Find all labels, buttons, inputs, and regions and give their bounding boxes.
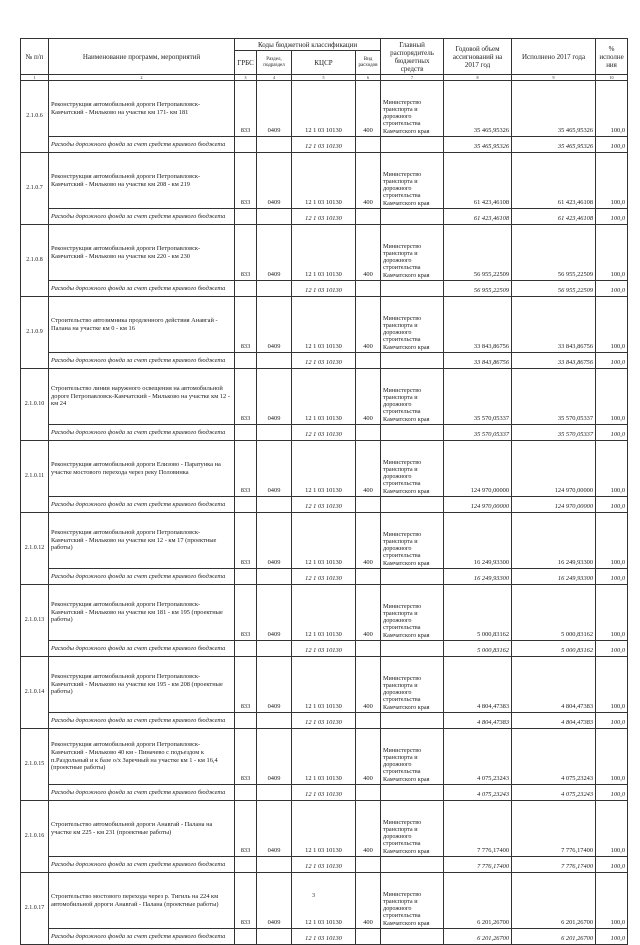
row-grbs: 833 xyxy=(235,513,257,569)
subrow-fact: 5 000,83162 xyxy=(512,641,596,657)
row-kcsr: 12 1 03 10130 xyxy=(292,657,356,713)
subrow-kcsr: 12 1 03 10130 xyxy=(292,857,356,873)
subrow-plan: 7 776,17400 xyxy=(444,857,512,873)
subrow-fact: 6 201,26700 xyxy=(512,929,596,945)
header-pct: % исполне ния xyxy=(596,39,628,75)
column-number-cell: 9 xyxy=(512,75,596,81)
row-fact: 35 465,95326 xyxy=(512,81,596,137)
subrow-pct: 100,0 xyxy=(596,497,628,513)
row-number: 2.1.0.14 xyxy=(21,657,49,729)
column-number-cell: 5 xyxy=(292,75,356,81)
subrow-kcsr: 12 1 03 10130 xyxy=(292,281,356,297)
subrow-fact: 33 843,86756 xyxy=(512,353,596,369)
row-name: Строительство автозимника продленного действия Анавгай - Палана на участке км 0 - км 16 xyxy=(49,297,235,353)
row-vid: 400 xyxy=(356,297,381,353)
row-grbs: 833 xyxy=(235,153,257,209)
table-subrow xyxy=(21,569,628,585)
row-number: 2.1.0.15 xyxy=(21,729,49,801)
column-number-cell: 8 xyxy=(444,75,512,81)
row-number: 2.1.0.9 xyxy=(21,297,49,369)
row-pct: 100,0 xyxy=(596,729,628,785)
row-name: Строительство автомобильной дороги Анавгай - Палана на участке км 225 - км 231 (проектные работы) xyxy=(49,801,235,857)
budget-table xyxy=(20,38,628,945)
subrow-pct: 100,0 xyxy=(596,137,628,153)
table-subrow xyxy=(21,497,628,513)
row-grbs: 833 xyxy=(235,657,257,713)
column-number-cell: 1 xyxy=(21,75,49,81)
row-fact: 4 075,23243 xyxy=(512,729,596,785)
subrow-pct: 100,0 xyxy=(596,425,628,441)
subrow-plan: 56 955,22509 xyxy=(444,281,512,297)
subrow-kcsr: 12 1 03 10130 xyxy=(292,137,356,153)
row-plan: 7 776,17400 xyxy=(444,801,512,857)
subrow-pct: 100,0 xyxy=(596,569,628,585)
subrow-grbs xyxy=(235,641,257,657)
subrow-pct: 100,0 xyxy=(596,929,628,945)
subrow-vid xyxy=(356,353,381,369)
subrow-admin xyxy=(381,929,444,945)
subrow-fact: 35 570,05337 xyxy=(512,425,596,441)
subrow-razdel xyxy=(257,353,292,369)
row-pct: 100,0 xyxy=(596,81,628,137)
row-admin: Министерство транспорта и дорожного строительства Камчатского края xyxy=(381,369,444,425)
subrow-kcsr: 12 1 03 10130 xyxy=(292,353,356,369)
row-razdel: 0409 xyxy=(257,81,292,137)
table-row xyxy=(21,513,628,569)
row-name: Реконструкция автомобильной дороги Петропавловск-Камчатский - Мильково на участке км 12 - км 17 (проектные работы) xyxy=(49,513,235,569)
subrow-admin xyxy=(381,857,444,873)
subrow-grbs xyxy=(235,137,257,153)
subrow-name: Расходы дорожного фонда за счет средств краевого бюджета xyxy=(49,209,235,225)
header-vid: Вид расходов xyxy=(356,51,381,75)
subrow-plan: 4 804,47383 xyxy=(444,713,512,729)
subrow-admin xyxy=(381,641,444,657)
row-razdel: 0409 xyxy=(257,153,292,209)
header-codes-group: Коды бюджетной классификации xyxy=(235,39,381,51)
subrow-vid xyxy=(356,137,381,153)
subrow-fact: 35 465,95326 xyxy=(512,137,596,153)
subrow-grbs xyxy=(235,713,257,729)
row-kcsr: 12 1 03 10130 xyxy=(292,513,356,569)
row-number: 2.1.0.10 xyxy=(21,369,49,441)
subrow-kcsr: 12 1 03 10130 xyxy=(292,713,356,729)
subrow-grbs xyxy=(235,209,257,225)
row-name: Строительство линии наружного освещения на автомобильной дороге Петропавловск-Камчатский - Мильково на участке км 12 - км 24 xyxy=(49,369,235,425)
row-kcsr: 12 1 03 10130 xyxy=(292,441,356,497)
subrow-name: Расходы дорожного фонда за счет средств краевого бюджета xyxy=(49,929,235,945)
row-fact: 6 201,26700 xyxy=(512,873,596,929)
row-kcsr: 12 1 03 10130 xyxy=(292,369,356,425)
subrow-admin xyxy=(381,497,444,513)
subrow-name: Расходы дорожного фонда за счет средств краевого бюджета xyxy=(49,353,235,369)
row-kcsr: 12 1 03 10130 xyxy=(292,873,356,929)
row-admin: Министерство транспорта и дорожного строительства Камчатского края xyxy=(381,153,444,209)
row-admin: Министерство транспорта и дорожного строительства Камчатского края xyxy=(381,441,444,497)
subrow-vid xyxy=(356,281,381,297)
table-subrow xyxy=(21,713,628,729)
subrow-fact: 4 804,47383 xyxy=(512,713,596,729)
table-body xyxy=(21,81,628,945)
subrow-kcsr: 12 1 03 10130 xyxy=(292,209,356,225)
subrow-admin xyxy=(381,425,444,441)
subrow-razdel xyxy=(257,857,292,873)
subrow-plan: 5 000,83162 xyxy=(444,641,512,657)
subrow-plan: 35 465,95326 xyxy=(444,137,512,153)
row-razdel: 0409 xyxy=(257,873,292,929)
subrow-grbs xyxy=(235,425,257,441)
table-subrow xyxy=(21,641,628,657)
subrow-name: Расходы дорожного фонда за счет средств краевого бюджета xyxy=(49,569,235,585)
row-fact: 7 776,17400 xyxy=(512,801,596,857)
row-admin: Министерство транспорта и дорожного строительства Камчатского края xyxy=(381,657,444,713)
row-plan: 124 970,00000 xyxy=(444,441,512,497)
subrow-fact: 4 075,23243 xyxy=(512,785,596,801)
row-name: Реконструкция автомобильной дороги Петропавловск-Камчатский - Мильково на участке км 208 - км 219 xyxy=(49,153,235,209)
row-kcsr: 12 1 03 10130 xyxy=(292,225,356,281)
row-admin: Министерство транспорта и дорожного строительства Камчатского края xyxy=(381,585,444,641)
subrow-plan: 61 423,46108 xyxy=(444,209,512,225)
row-number: 2.1.0.13 xyxy=(21,585,49,657)
row-vid: 400 xyxy=(356,81,381,137)
table-subrow xyxy=(21,137,628,153)
subrow-grbs xyxy=(235,569,257,585)
subrow-kcsr: 12 1 03 10130 xyxy=(292,569,356,585)
row-kcsr: 12 1 03 10130 xyxy=(292,297,356,353)
table-row xyxy=(21,81,628,137)
row-name: Реконструкция автомобильной дороги Елизово - Паратунка на участке мостового перехода через реку Половинка xyxy=(49,441,235,497)
table-row xyxy=(21,441,628,497)
subrow-pct: 100,0 xyxy=(596,713,628,729)
subrow-kcsr: 12 1 03 10130 xyxy=(292,497,356,513)
row-number: 2.1.0.6 xyxy=(21,81,49,153)
subrow-pct: 100,0 xyxy=(596,281,628,297)
subrow-vid xyxy=(356,713,381,729)
subrow-plan: 33 843,86756 xyxy=(444,353,512,369)
row-pct: 100,0 xyxy=(596,585,628,641)
table-row xyxy=(21,873,628,929)
subrow-name: Расходы дорожного фонда за счет средств краевого бюджета xyxy=(49,785,235,801)
subrow-pct: 100,0 xyxy=(596,857,628,873)
table-subrow xyxy=(21,425,628,441)
table-row xyxy=(21,657,628,713)
row-grbs: 833 xyxy=(235,585,257,641)
subrow-name: Расходы дорожного фонда за счет средств краевого бюджета xyxy=(49,713,235,729)
column-number-cell: 2 xyxy=(49,75,235,81)
row-grbs: 833 xyxy=(235,873,257,929)
subrow-grbs xyxy=(235,497,257,513)
subrow-vid xyxy=(356,785,381,801)
row-vid: 400 xyxy=(356,441,381,497)
subrow-fact: 7 776,17400 xyxy=(512,857,596,873)
table-row xyxy=(21,369,628,425)
row-plan: 16 249,93300 xyxy=(444,513,512,569)
row-razdel: 0409 xyxy=(257,297,292,353)
subrow-admin xyxy=(381,785,444,801)
table-subrow xyxy=(21,209,628,225)
header-np: № п/п xyxy=(21,39,49,75)
row-razdel: 0409 xyxy=(257,513,292,569)
table-row xyxy=(21,297,628,353)
subrow-kcsr: 12 1 03 10130 xyxy=(292,641,356,657)
row-admin: Министерство транспорта и дорожного строительства Камчатского края xyxy=(381,81,444,137)
row-plan: 5 000,83162 xyxy=(444,585,512,641)
row-grbs: 833 xyxy=(235,81,257,137)
header-name: Наименование программ, мероприятий xyxy=(49,39,235,75)
row-admin: Министерство транспорта и дорожного строительства Камчатского края xyxy=(381,225,444,281)
subrow-vid xyxy=(356,929,381,945)
row-fact: 61 423,46108 xyxy=(512,153,596,209)
column-number-cell: 3 xyxy=(235,75,257,81)
row-fact: 35 570,05337 xyxy=(512,369,596,425)
row-razdel: 0409 xyxy=(257,657,292,713)
row-razdel: 0409 xyxy=(257,585,292,641)
subrow-plan: 16 249,93300 xyxy=(444,569,512,585)
subrow-pct: 100,0 xyxy=(596,785,628,801)
row-admin: Министерство транспорта и дорожного строительства Камчатского края xyxy=(381,873,444,929)
table-subrow xyxy=(21,785,628,801)
table-row xyxy=(21,729,628,785)
subrow-name: Расходы дорожного фонда за счет средств краевого бюджета xyxy=(49,137,235,153)
subrow-admin xyxy=(381,209,444,225)
subrow-grbs xyxy=(235,785,257,801)
header-razdel: Раздел, подраздел xyxy=(257,51,292,75)
subrow-vid xyxy=(356,641,381,657)
row-vid: 400 xyxy=(356,657,381,713)
subrow-grbs xyxy=(235,281,257,297)
row-vid: 400 xyxy=(356,729,381,785)
row-pct: 100,0 xyxy=(596,225,628,281)
column-number-cell: 7 xyxy=(381,75,444,81)
subrow-fact: 124 970,00000 xyxy=(512,497,596,513)
subrow-grbs xyxy=(235,857,257,873)
subrow-vid xyxy=(356,425,381,441)
subrow-admin xyxy=(381,281,444,297)
subrow-name: Расходы дорожного фонда за счет средств краевого бюджета xyxy=(49,425,235,441)
subrow-razdel xyxy=(257,785,292,801)
row-fact: 56 955,22509 xyxy=(512,225,596,281)
subrow-admin xyxy=(381,353,444,369)
row-pct: 100,0 xyxy=(596,657,628,713)
row-name: Реконструкция автомобильной дороги Петропавловск-Камчатский - Мильково на участке км 220 - км 230 xyxy=(49,225,235,281)
subrow-grbs xyxy=(235,353,257,369)
row-number: 2.1.0.16 xyxy=(21,801,49,873)
subrow-razdel xyxy=(257,137,292,153)
row-number: 2.1.0.12 xyxy=(21,513,49,585)
row-number: 2.1.0.8 xyxy=(21,225,49,297)
row-vid: 400 xyxy=(356,513,381,569)
header-kcsr: КЦСР xyxy=(292,51,356,75)
row-plan: 33 843,86756 xyxy=(444,297,512,353)
subrow-fact: 16 249,93300 xyxy=(512,569,596,585)
row-vid: 400 xyxy=(356,873,381,929)
row-kcsr: 12 1 03 10130 xyxy=(292,801,356,857)
row-grbs: 833 xyxy=(235,225,257,281)
subrow-plan: 35 570,05337 xyxy=(444,425,512,441)
row-number: 2.1.0.17 xyxy=(21,873,49,945)
row-pct: 100,0 xyxy=(596,369,628,425)
header-fact: Исполнено 2017 года xyxy=(512,39,596,75)
row-plan: 4 804,47383 xyxy=(444,657,512,713)
subrow-plan: 124 970,00000 xyxy=(444,497,512,513)
subrow-admin xyxy=(381,137,444,153)
subrow-razdel xyxy=(257,209,292,225)
subrow-razdel xyxy=(257,641,292,657)
table-row xyxy=(21,153,628,209)
row-fact: 5 000,83162 xyxy=(512,585,596,641)
row-plan: 35 570,05337 xyxy=(444,369,512,425)
row-name: Реконструкция автомобильной дороги Петропавловск-Камчатский - Мильково на участке км 171- км 181 xyxy=(49,81,235,137)
row-grbs: 833 xyxy=(235,297,257,353)
subrow-plan: 6 201,26700 xyxy=(444,929,512,945)
subrow-name: Расходы дорожного фонда за счет средств краевого бюджета xyxy=(49,857,235,873)
column-number-cell: 6 xyxy=(356,75,381,81)
row-grbs: 833 xyxy=(235,369,257,425)
row-pct: 100,0 xyxy=(596,441,628,497)
row-grbs: 833 xyxy=(235,441,257,497)
subrow-pct: 100,0 xyxy=(596,209,628,225)
row-razdel: 0409 xyxy=(257,441,292,497)
row-vid: 400 xyxy=(356,153,381,209)
table-row xyxy=(21,585,628,641)
column-number-cell: 4 xyxy=(257,75,292,81)
row-admin: Министерство транспорта и дорожного строительства Камчатского края xyxy=(381,801,444,857)
row-fact: 4 804,47383 xyxy=(512,657,596,713)
row-vid: 400 xyxy=(356,585,381,641)
subrow-name: Расходы дорожного фонда за счет средств краевого бюджета xyxy=(49,497,235,513)
row-admin: Министерство транспорта и дорожного строительства Камчатского края xyxy=(381,513,444,569)
column-number-cell: 10 xyxy=(596,75,628,81)
row-kcsr: 12 1 03 10130 xyxy=(292,585,356,641)
subrow-razdel xyxy=(257,497,292,513)
subrow-razdel xyxy=(257,569,292,585)
row-name: Реконструкция автомобильной дороги Петропавловск-Камчатский - Мильково 40 км - Пиначево с подъездом к п.Раздольный и к базе о/х Заречный на участке км 1 - км 16,4 (проектные работы) xyxy=(49,729,235,785)
budget-table-page xyxy=(20,38,627,945)
row-grbs: 833 xyxy=(235,729,257,785)
subrow-pct: 100,0 xyxy=(596,641,628,657)
subrow-fact: 61 423,46108 xyxy=(512,209,596,225)
row-grbs: 833 xyxy=(235,801,257,857)
row-fact: 124 970,00000 xyxy=(512,441,596,497)
subrow-razdel xyxy=(257,713,292,729)
row-pct: 100,0 xyxy=(596,801,628,857)
subrow-admin xyxy=(381,569,444,585)
row-fact: 16 249,93300 xyxy=(512,513,596,569)
table-subrow xyxy=(21,929,628,945)
table-subrow xyxy=(21,353,628,369)
subrow-grbs xyxy=(235,929,257,945)
row-number: 2.1.0.7 xyxy=(21,153,49,225)
row-vid: 400 xyxy=(356,801,381,857)
row-kcsr: 12 1 03 10130 xyxy=(292,81,356,137)
subrow-fact: 56 955,22509 xyxy=(512,281,596,297)
row-name: Реконструкция автомобильной дороги Петропавловск-Камчатский - Мильково на участке км 195 - км 208 (проектные работы) xyxy=(49,657,235,713)
row-plan: 35 465,95326 xyxy=(444,81,512,137)
row-razdel: 0409 xyxy=(257,729,292,785)
header-plan: Годовой объем ассигнований на 2017 год xyxy=(444,39,512,75)
subrow-vid xyxy=(356,857,381,873)
row-pct: 100,0 xyxy=(596,513,628,569)
subrow-pct: 100,0 xyxy=(596,353,628,369)
row-fact: 33 843,86756 xyxy=(512,297,596,353)
row-razdel: 0409 xyxy=(257,801,292,857)
subrow-razdel xyxy=(257,281,292,297)
subrow-name: Расходы дорожного фонда за счет средств краевого бюджета xyxy=(49,281,235,297)
row-kcsr: 12 1 03 10130 xyxy=(292,153,356,209)
subrow-razdel xyxy=(257,425,292,441)
subrow-vid xyxy=(356,497,381,513)
subrow-razdel xyxy=(257,929,292,945)
row-admin: Министерство транспорта и дорожного строительства Камчатского края xyxy=(381,729,444,785)
table-row xyxy=(21,225,628,281)
row-vid: 400 xyxy=(356,369,381,425)
header-grbs: ГРБС xyxy=(235,51,257,75)
table-subrow xyxy=(21,281,628,297)
row-name: Реконструкция автомобильной дороги Петропавловск-Камчатский - Мильково на участке км 181 - км 195 (проектные работы) xyxy=(49,585,235,641)
page-number: 3 xyxy=(312,893,315,899)
header-admin: Главный распорядитель бюджетных средств xyxy=(381,39,444,75)
row-admin: Министерство транспорта и дорожного строительства Камчатского края xyxy=(381,297,444,353)
table-row xyxy=(21,801,628,857)
subrow-name: Расходы дорожного фонда за счет средств краевого бюджета xyxy=(49,641,235,657)
row-vid: 400 xyxy=(356,225,381,281)
subrow-kcsr: 12 1 03 10130 xyxy=(292,785,356,801)
row-plan: 6 201,26700 xyxy=(444,873,512,929)
subrow-admin xyxy=(381,713,444,729)
subrow-vid xyxy=(356,569,381,585)
row-razdel: 0409 xyxy=(257,225,292,281)
row-plan: 56 955,22509 xyxy=(444,225,512,281)
row-plan: 61 423,46108 xyxy=(444,153,512,209)
subrow-kcsr: 12 1 03 10130 xyxy=(292,929,356,945)
subrow-plan: 4 075,23243 xyxy=(444,785,512,801)
row-plan: 4 075,23243 xyxy=(444,729,512,785)
row-pct: 100,0 xyxy=(596,297,628,353)
table-subrow xyxy=(21,857,628,873)
row-razdel: 0409 xyxy=(257,369,292,425)
subrow-kcsr: 12 1 03 10130 xyxy=(292,425,356,441)
row-number: 2.1.0.11 xyxy=(21,441,49,513)
row-kcsr: 12 1 03 10130 xyxy=(292,729,356,785)
row-pct: 100,0 xyxy=(596,153,628,209)
subrow-vid xyxy=(356,209,381,225)
row-pct: 100,0 xyxy=(596,873,628,929)
row-name: Строительство мостового перехода через р. Тигиль на 224 км автомобильной дороги Анавгай - Палана (проектные работы) xyxy=(49,873,235,929)
